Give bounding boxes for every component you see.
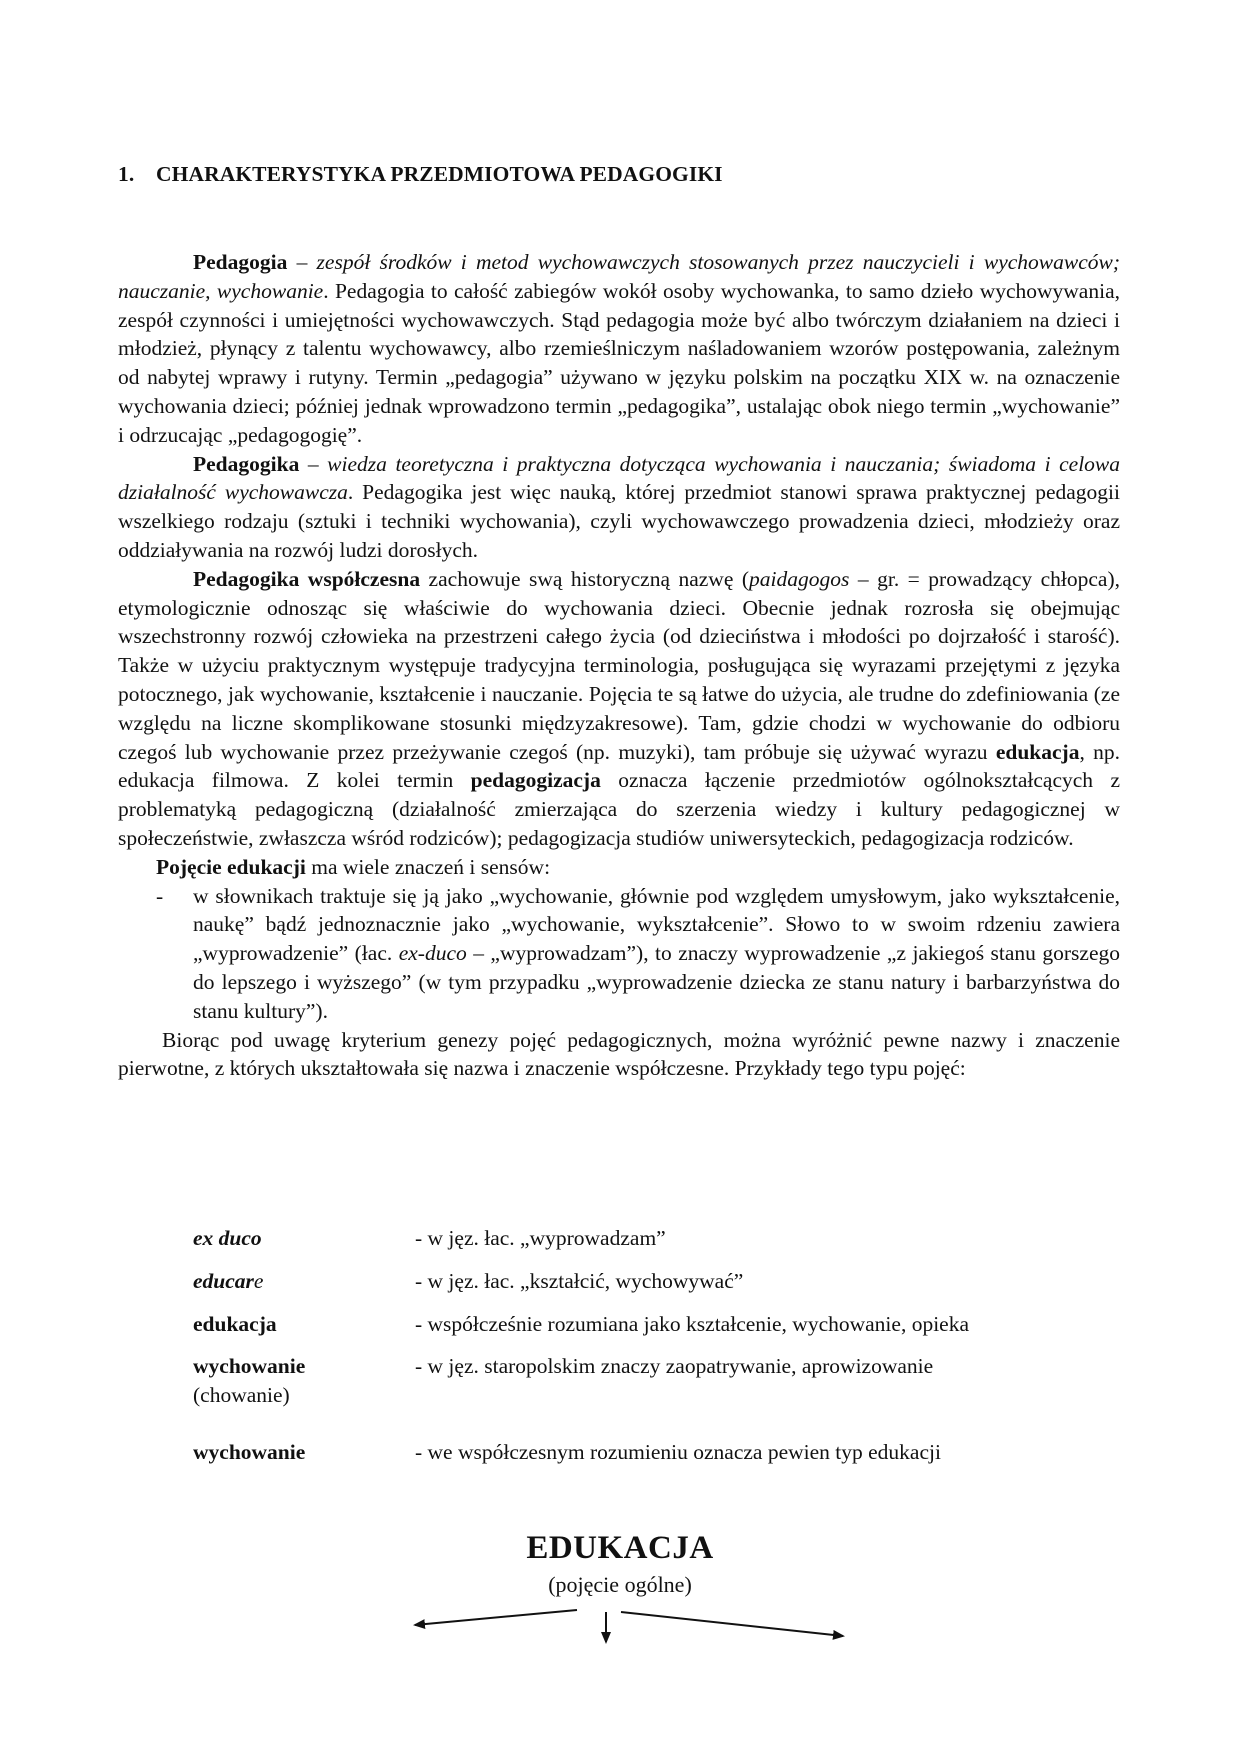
text: w słownikach traktuje się ją jako „wychowanie, głównie pod względem umysłowym, jako wykształcenie, naukę” bądź jednoznacznie jako „wychowanie, wykształcenie”. Słowo to w swoim rdzeniu zawiera „wyprowadzenie” (łac. [193,883,1120,966]
paragraph-pedagogia [118,248,1120,450]
list-item [118,882,1120,1026]
text: – „wyprowadzam”), to znaczy wyprowadzenie „z jakiegoś stanu gorszego do lepszego i wyższego” (w tym przypadku „wyprowadzenie dziecka ze stanu natury i barbarzyństwa do stanu kultury”). [193,941,1120,1023]
paragraph-geneza: Biorąc pod uwagę kryterium genezy pojęć pedagogicznych, można wyróżnić pewne nazwy i znaczenie pierwotne, z których ukształtowała się nazwa i znaczenie współczesne. Przykłady tego typu pojęć: [118,1027,1120,1081]
text: – gr. = prowadzący chłopca), etymologicznie odnosząc się właściwie do wychowania dzieci. Obecnie jednak rozrosła się obejmując wszechstronny rozwój człowieka na przestrzeni całego życia (od dzieciństwa i młodości po dojrzałość i starość). Także w użyciu praktycznym występuje tradycyjna terminologia, posługująca się wyrazami przejętymi z języka potocznego, jak wychowanie, kształcenie i nauczanie. Pojęcia te są łatwe do użycia, ale trudne do zdefiniowania (ze względu na liczne skomplikowane stosunki międzyzakresowe). Tam, gdzie chodzi w wychowanie do odbioru czegoś lub wychowanie przez przeżywanie czegoś (np. muzyki), tam próbuje się używać wyrazu [118,566,1121,764]
body-text [118,248,1120,1083]
dash: – [287,250,317,274]
definition-pedagogika: wiedza teoretyczna i praktyczna dotycząca wychowania i nauczania; świadoma i celowa działalność wychowawcza [118,451,1121,505]
paragraph-pedagogika [118,450,1120,565]
term-pedagogizacja: pedagogizacja [470,768,601,793]
term-row [193,1224,1093,1253]
term-text: educar [193,1268,254,1293]
term-text: ex duco [193,1226,262,1250]
term-pedagogika-wspolczesna: Pedagogika współczesna [193,566,421,591]
term-subtext: (chowanie) [193,1383,290,1408]
heading-title: CHARAKTERYSTYKA PRZEDMIOTOWA PEDAGOGIKI [156,162,723,186]
text: ma wiele znaczeń i sensów: [305,854,551,879]
term-pedagogia: Pedagogia [193,250,288,274]
term-label: edukacja [193,1311,277,1336]
term-label [193,1267,415,1296]
term-row [193,1352,1093,1410]
text-pedagogika: . Pedagogika jest więc nauką, której przedmiot stanowi sprawa praktycznej pedagogii wszelkiego rodzaju (sztuki i techniki wychowania), czyli wychowawczego prowadzenia dzieci, młodzieży oraz oddziaływania na rozwój ludzi dorosłych. [118,480,1121,562]
diagram-title: EDUKACJA [526,1530,714,1566]
dash: – [299,451,328,476]
text: , np. edukacja filmowa. Z kolei termin [118,739,1120,793]
term-pojecie-edukacji: Pojęcie edukacji [156,854,306,879]
term-description: - w jęz. łac. „wyprowadzam” [415,1226,666,1250]
term-description: - we współczesnym rozumieniu oznacza pewien typ edukacji [415,1439,941,1464]
term-description: - współcześnie rozumiana jako kształcenie, wychowanie, opieka [415,1311,970,1336]
term-pedagogika: Pedagogika [193,451,300,476]
heading-number: 1. [118,162,135,186]
text: zachowuje swą historyczną nazwę ( [420,566,750,591]
term-tail: e [253,1268,264,1293]
term-description: - w jęz. staropolskim znaczy zaopatrywanie, aprowizowanie [415,1354,934,1379]
term-edukacja: edukacja [995,739,1080,764]
paragraph-pedagogika-wspolczesna [118,565,1120,853]
term-label: wychowanie [193,1439,306,1464]
latin-word: ex-duco [398,941,467,966]
definition-pedagogia: zespół środków i metod wychowawczych stosowanych przez nauczycieli i wychowawców; nauczanie, wychowanie [118,250,1121,303]
bullet-dash: - [156,883,164,908]
greek-word: paidagogos [749,566,850,591]
paragraph-pojecie-edukacji [118,853,1120,882]
terms-list [193,1224,1093,1481]
diagram-subtitle: (pojęcie ogólne) [548,1572,692,1597]
term-label [193,1352,415,1410]
term-text: wychowanie [193,1354,306,1379]
term-row [193,1267,1093,1296]
arrows-diagram [0,1600,1240,1660]
term-label [193,1224,415,1253]
term-description: - w jęz. łac. „kształcić, wychowywać” [415,1268,744,1293]
section-heading [118,162,723,187]
term-row [193,1310,1093,1339]
arrow-right-icon [621,1612,843,1636]
text-pedagogia: . Pedagogia to całość zabiegów wokół osoby wychowanka, to samo dzieło wychowywania, zespół czynności i umiejętności wychowawczych. Stąd pedagogia może być albo twórczym działaniem na dzieci i młodzież, płynący z talentu wychowawcy, albo rzemieślniczym naśladowaniem wzorów postępowania, zależnym od nabytej wprawy i rutyny. Termin „pedagogia” używano w języku polskim na początku XIX w. na oznaczenie wychowania dzieci; później jednak wprowadzono termin „pedagogika”, ustalając obok niego termin „wychowanie” i odrzucając „pedagogogię”. [118,278,1120,447]
arrow-left-icon [415,1610,577,1625]
bullet-text [193,882,1120,1026]
text: oznacza łączenie przedmiotów ogólnokształcących z problematyką pedagogiczną (działalność zmierzająca do szerzenia wiedzy i kultury pedagogicznej w społeczeństwie, zwłaszcza wśród rodziców); pedagogizacja studiów uniwersyteckich, pedagogizacja rodziców. [118,768,1120,850]
term-row [193,1438,1093,1467]
